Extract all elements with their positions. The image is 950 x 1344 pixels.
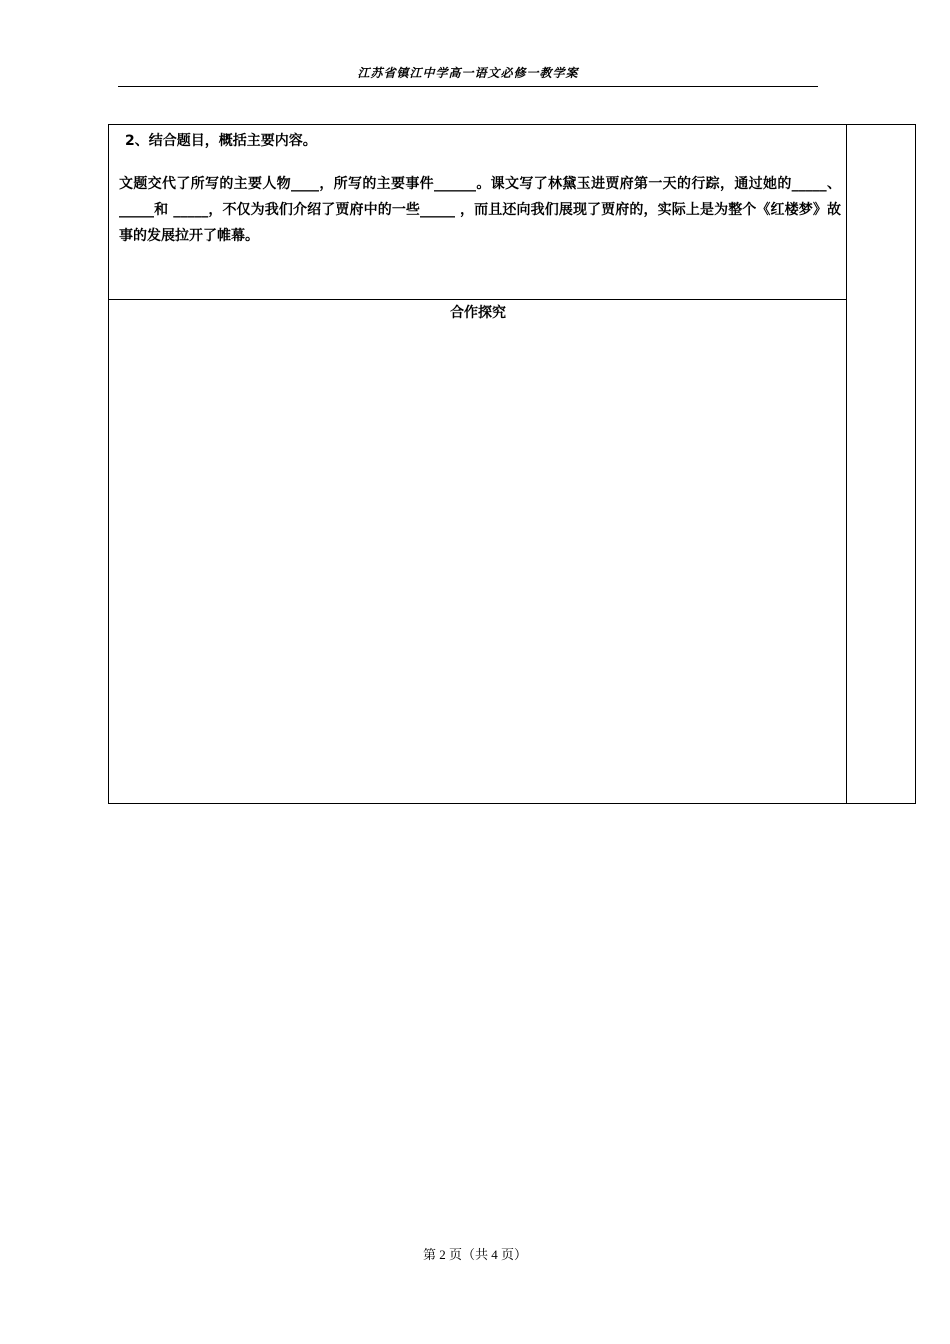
header-title: 江苏省镇江中学高一语文必修一教学案 bbox=[357, 66, 579, 80]
row-divider bbox=[109, 299, 847, 300]
task-heading: 2、结合题目，概括主要内容。 bbox=[125, 133, 317, 149]
notes-column-divider bbox=[846, 125, 847, 803]
page-footer: 第 2 页（共 4 页） bbox=[422, 1247, 527, 1262]
section-title: 合作探究 bbox=[450, 305, 506, 321]
worksheet-table bbox=[108, 124, 916, 804]
page-header bbox=[118, 62, 818, 87]
task-cell bbox=[119, 125, 841, 249]
task-body: 文题交代了所写的主要人物____，所写的主要事件______。课文写了林黛玉进贾府第一天的行踪，通过她的_____、_____和 _____，不仅为我们介绍了贾府中的一些_____ ，而且还向我们展现了贾府的，实际上是为整个《红楼梦》故事的发展拉开了帷幕。 bbox=[119, 176, 841, 244]
